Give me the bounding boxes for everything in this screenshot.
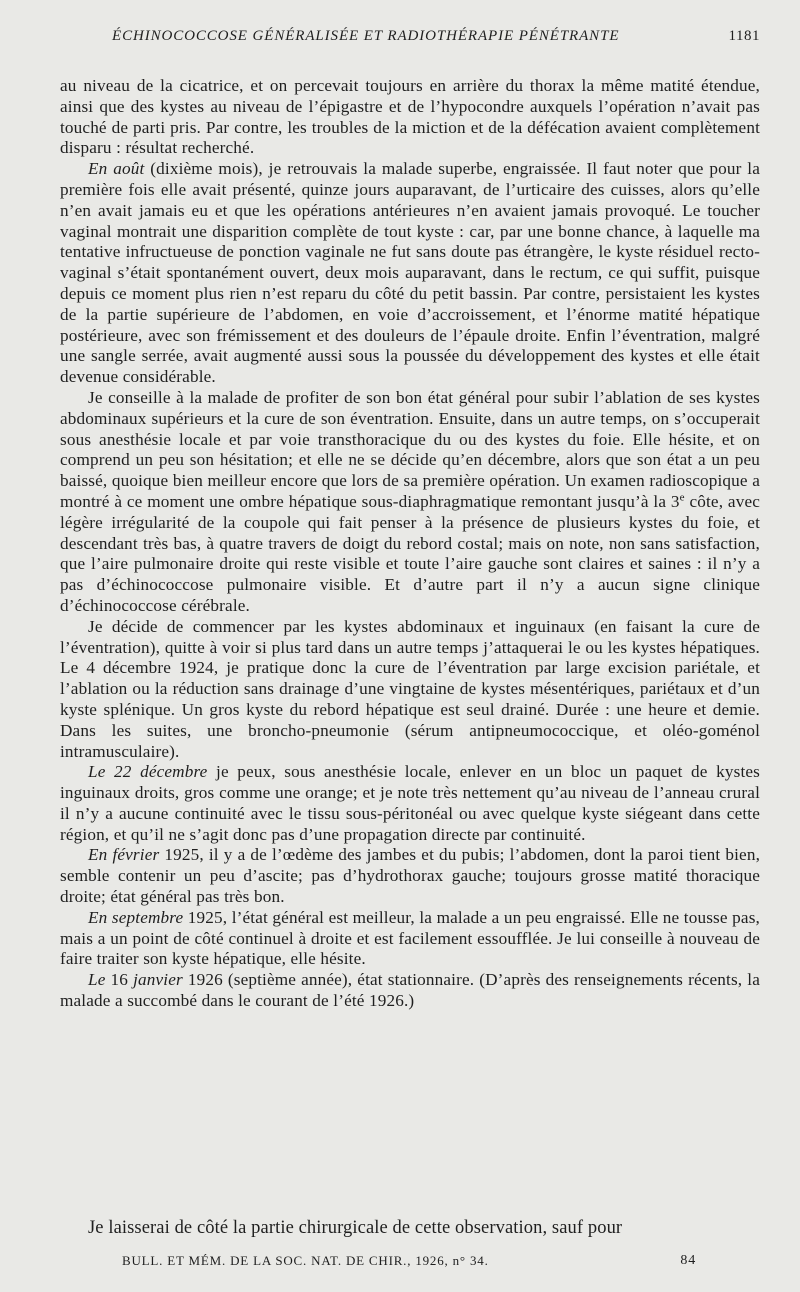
paragraph-lead: Le 22 décembre: [88, 762, 208, 782]
paragraph-text: côte, avec légère irrégularité de la coupole qui fait penser à la présence de plusieurs kystes du foie, et descendant très bas, à quatre travers de doigt du rebord costal; mais on note, non sans satisfaction, que l’aire pulmonaire droite qui reste visible et toute l’aire gauche sont claires et saines : il n’y a pas d’échinococcose pulmonaire visible. Et d’autre part il n’y a aucun signe clinique d’échinococcose cérébrale.: [60, 491, 761, 615]
paragraph-text: Je conseille à la malade de profiter de son bon état général pour subir l’ablation de ses kystes abdominaux supérieurs et la cure de son éventration. Ensuite, dans un autre temps, on s’occuperait sous anesthésie locale et par voie transthoracique du ou des kystes du foie. Elle hésite, et on comprend un peu son hésitation; et elle ne se décide qu’en décembre, alors que son état a un peu baissé, quoique bien meilleur encore que lors de sa première opération. Un examen radioscopique a montré à ce moment une ombre hépatique sous-diaphragmatique remontant jusqu’à la 3: [60, 387, 760, 511]
paragraph-text: 16: [105, 970, 134, 990]
paragraph-text: 1925, il y a de l’œdème des jambes et du pubis; l’abdomen, dont la paroi tient bien, semble contenir un peu d’ascite; pas d’hydrothorax gauche; toujours grosse matité thoracique droite; état général pas très bon.: [60, 845, 761, 907]
paragraph: [60, 388, 760, 617]
paragraph-lead: En septembre: [88, 907, 184, 927]
paragraph-lead: En février: [88, 845, 160, 865]
paragraph: [60, 908, 760, 970]
paragraph: [60, 845, 760, 907]
running-title: ÉCHINOCOCCOSE GÉNÉRALISÉE ET RADIOTHÉRAPIE PÉNÉTRANTE: [112, 28, 620, 44]
paragraph-lead: janvier: [133, 970, 183, 990]
paragraph-text: 1926 (septième année), état stationnaire. (D’après des renseignements récents, la malade a succombé dans le courant de l’été 1926.): [60, 970, 760, 1011]
paragraph-text: 1925, l’état général est meilleur, la malade a un peu engraissé. Elle ne tousse pas, mais a un point de côté continuel à droite et est facilement essoufflée. Je lui conseille à nouveau de faire traiter son kyste hépatique, elle hésite.: [60, 907, 760, 969]
paragraph: [60, 617, 760, 763]
paragraph-text: je peux, sous anesthésie locale, enlever en un bloc un paquet de kystes inguinaux droits, gros comme une orange; et je note très nettement qu’au niveau de l’anneau crural il n’y a aucune continuité avec le tissu sous-péritonéal ou avec quelque kyste siégeant dans cette région, et qu’il ne s’agit donc pas d’une propagation directe par continuité.: [60, 762, 761, 844]
superscript: e: [679, 491, 685, 504]
journal-citation: BULL. ET MÉM. DE LA SOC. NAT. DE CHIR., 1926, n° 34.: [122, 1253, 489, 1268]
footer: [122, 1253, 696, 1269]
body-text: [60, 76, 760, 1012]
paragraph-text: au niveau de la cicatrice, et on percevait toujours en arrière du thorax la même matité étendue, ainsi que des kystes au niveau de l’épigastre et de l’hypocondre auxquels l’opération n’avait pas touché de parti pris. Par contre, les troubles de la miction et de la défécation avaient complètement disparu : résultat recherché.: [60, 76, 760, 158]
paragraph: [60, 762, 760, 845]
paragraph-lead: En août: [88, 159, 145, 179]
paragraph-lead: Le: [88, 970, 106, 990]
running-header: [112, 28, 760, 45]
paragraph: [60, 76, 760, 159]
paragraph-text: (dixième mois), je retrouvais la malade superbe, engraissée. Il faut noter que pour la première fois elle avait présenté, quinze jours auparavant, de l’urticaire des cuisses, alors qu’elle n’en avait jamais eu et que les opérations antérieures n’en avaient jamais provoqué. Le toucher vaginal montrait une disparition complète de tout kyste : car, par une bonne chance, à laquelle ma tentative infructueuse de ponction vaginale ne fut sans doute pas étrangère, le kyste résiduel recto-vaginal s’était spontanément ouvert, deux mois auparavant, dans le rectum, ce qui suffit, puisque depuis ce moment plus rien n’est reparu du côté du petit bassin. Par contre, persistaient les kystes de la partie supérieure de l’abdomen, en voie d’accroissement, et l’énorme matité hépatique postérieure, avec son frémissement et des douleurs de l’épaule droite. Enfin l’éventration, malgré une sangle serrée, avait augmenté aussi sous la poussée du développement des kystes et elle était devenue considérable.: [60, 159, 761, 387]
sheet-number: 84: [680, 1253, 696, 1268]
paragraph: [60, 970, 760, 1012]
paragraph: [60, 159, 760, 388]
paragraph-text: Je décide de commencer par les kystes abdominaux et inguinaux (en faisant la cure de l’éventration), quitte à voir si plus tard dans un autre temps j’attaquerai le ou les kystes hépatiques. Le 4 décembre 1924, je pratique donc la cure de l’éventration par large excision pariétale, et l’ablation ou la réduction sans drainage d’une vingtaine de kystes mésentériques, pariétaux et d’un kyste splénique. Un gros kyste du rebord hépatique est seul drainé. Durée : une heure et demie. Dans les suites, une broncho-pneumonie (sérum antipneumococcique, et oléo-goménol intramusculaire).: [60, 616, 760, 761]
page-number: 1181: [728, 28, 760, 44]
continuation-line: Je laisserai de côté la partie chirurgicale de cette observation, sauf pour: [88, 1218, 623, 1238]
